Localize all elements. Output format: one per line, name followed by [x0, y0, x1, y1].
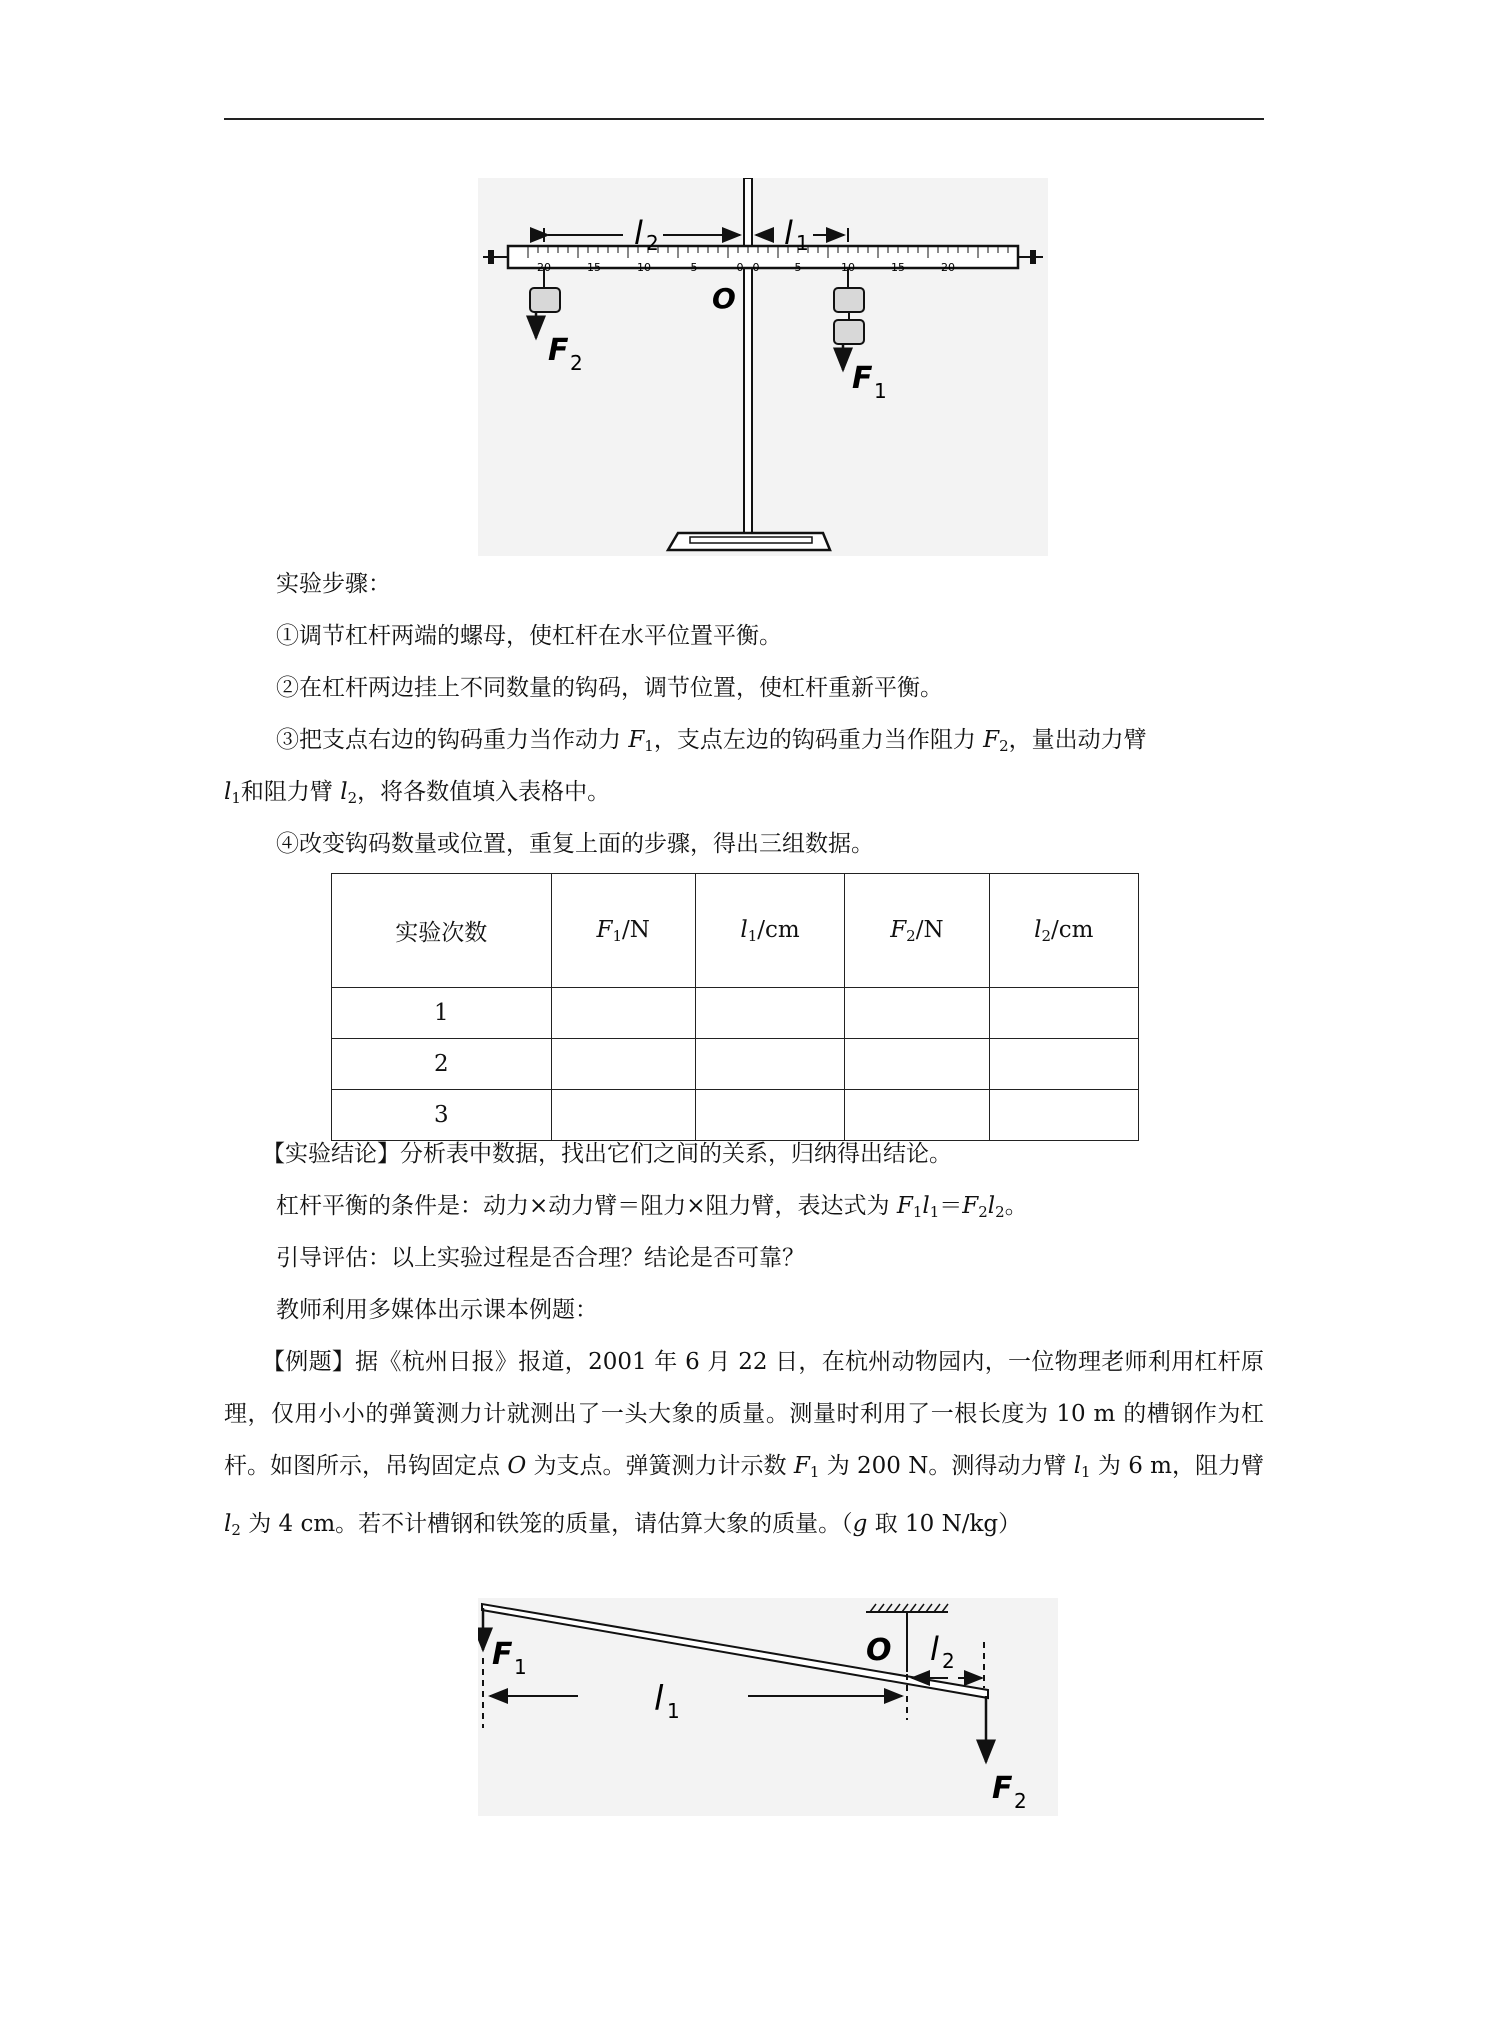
stand-pole	[744, 178, 752, 533]
l1-sub: 1	[667, 1699, 680, 1723]
tick-label: 10	[841, 261, 855, 274]
F2-label: F	[548, 333, 569, 368]
F1-sub: 1	[514, 1655, 527, 1679]
header-rule	[224, 118, 1264, 120]
step-3-line2: $l_1$和阻力臂 $l_2$，将各数值填入表格中。	[224, 779, 611, 807]
lever-experiment-figure	[478, 178, 1048, 556]
step-3-line1: ③把支点右边的钩码重力当作动力 $F_1$，支点左边的钩码重力当作阻力 $F_2$，量出动力臂	[276, 727, 1147, 755]
teacher-note: 教师利用多媒体出示课本例题：	[276, 1297, 598, 1323]
tick-label: 15	[587, 261, 601, 274]
example-problem: 【例题】据《杭州日报》报道，2001 年 6 月 22 日，在杭州动物园内，一位物理老师利用杠杆原理，仅用小小的弹簧测力计就测出了一头大象的质量。测量时利用了一根长度为 10 m 的槽钢作为杠杆。如图所示，吊钩固定点 O 为支点。弹簧测力计示数 $F_1$ 为 200 N。测得动力臂 $l_1$ 为 6 m，阻力臂 $l_2$ 为 4 cm。若不计槽钢和铁笼的质量，请估算大象的质量。（g 取 10 N/kg）	[224, 1349, 1264, 1539]
l2-label: l	[930, 1630, 939, 1668]
header-l1: $l_1/cm$	[695, 874, 844, 988]
balance-condition: 杠杆平衡的条件是：动力×动力臂＝阻力×阻力臂，表达式为 $F_1l_1=F_2l_2$。	[276, 1193, 1028, 1221]
guide-question: 引导评估：以上实验过程是否合理？结论是否可靠？	[276, 1245, 805, 1271]
l1-label: l	[654, 1679, 664, 1719]
l2-sub: 2	[942, 1649, 955, 1673]
table-row: 2	[332, 1039, 1139, 1090]
l1-sub: 1	[796, 231, 809, 255]
tick-label: 20	[537, 261, 551, 274]
pivot-label: O	[866, 1633, 892, 1668]
channel-steel-beam	[482, 1604, 988, 1698]
l1-label: l	[784, 214, 793, 252]
header-F1: $F_1/N$	[551, 874, 695, 988]
F2-sub: 2	[570, 351, 583, 375]
step-2: ②在杠杆两边挂上不同数量的钩码，调节位置，使杠杆重新平衡。	[276, 675, 943, 701]
tick-label: 5	[794, 261, 802, 274]
tick-label: 0	[752, 261, 760, 274]
l2-sub: 2	[646, 231, 659, 255]
tick-label: 0	[736, 261, 744, 274]
channel-steel-lever-figure	[478, 1598, 1058, 1816]
pivot-label: O	[712, 282, 736, 315]
l2-label: l	[634, 214, 643, 252]
F2-sub: 2	[1014, 1789, 1027, 1813]
tick-label: 15	[891, 261, 905, 274]
header-F2: $F_2/N$	[845, 874, 989, 988]
header-l2: $l_2/cm$	[989, 874, 1138, 988]
F1-sub: 1	[874, 379, 887, 403]
F1-label: F	[492, 1637, 513, 1672]
step-4: ④改变钩码数量或位置，重复上面的步骤，得出三组数据。	[276, 831, 874, 857]
right-weight-2	[834, 320, 864, 344]
tick-label: 20	[941, 261, 955, 274]
right-weight-1	[834, 288, 864, 312]
F1-label: F	[852, 361, 873, 396]
tick-label: 10	[637, 261, 651, 274]
table-row: 3	[332, 1090, 1139, 1141]
data-table	[331, 873, 1139, 1141]
conclusion: 【实验结论】分析表中数据，找出它们之间的关系，归纳得出结论。	[262, 1141, 952, 1167]
F2-label: F	[992, 1771, 1013, 1806]
tick-label: 5	[690, 261, 698, 274]
header-trial: 实验次数	[332, 874, 552, 988]
left-weight	[530, 288, 560, 312]
table-row: 1	[332, 988, 1139, 1039]
step-1: ①调节杠杆两端的螺母，使杠杆在水平位置平衡。	[276, 623, 782, 649]
steps-title: 实验步骤：	[276, 571, 391, 597]
